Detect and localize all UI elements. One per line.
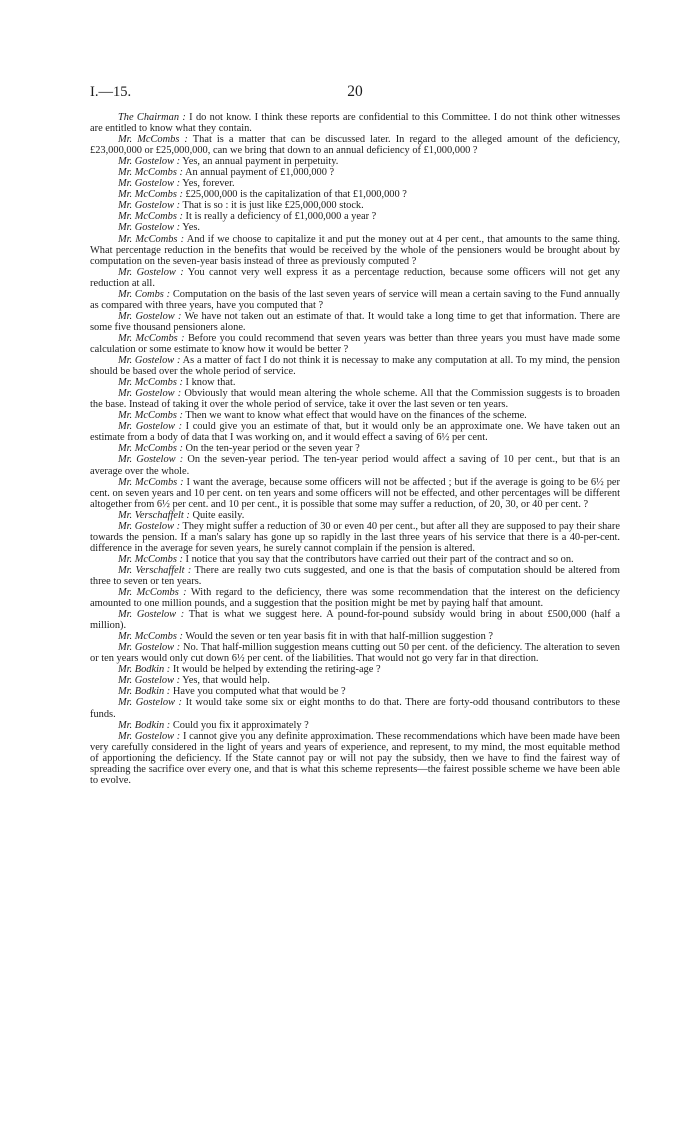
page-number: 20	[347, 83, 363, 100]
speech: As a matter of fact I do not think it is necessay to make any computation at all. To my mind, the pension should be based over the whole period of service.	[90, 355, 621, 378]
speaker: Mr. Gostelow :	[118, 730, 181, 742]
speaker: Mr. McCombs :	[118, 167, 183, 179]
paragraph	[90, 289, 620, 311]
speech: £25,000,000 is the capitalization of that £1,000,000 ?	[182, 189, 407, 201]
speaker: Mr. McCombs :	[118, 410, 183, 422]
paragraph	[90, 510, 620, 521]
speech: Yes, an annual payment in perpetuity.	[180, 156, 339, 168]
speech: You cannot very well express it as a percentage reduction, because some officers will not get any reduction at all.	[90, 266, 620, 289]
speech: Obviously that would mean altering the whole scheme. All that the Commission suggests is to broaden the base. Instead of taking it over the whole period of service, take it over the last seven or ten years.	[90, 388, 620, 411]
paragraph	[90, 686, 620, 697]
speech: On the seven-year period. The ten-year period would affect a saving of 10 per cent., but that is an average over the whole.	[90, 454, 621, 477]
speaker: Mr. Combs :	[118, 288, 171, 300]
speech: Yes.	[180, 222, 200, 234]
speech: With regard to the deficiency, there was some recommendation that the interest on the deficiency amounted to one million pounds, and a suggestion that the position might be met by paying half that amount.	[90, 587, 621, 610]
speaker: Mr. Gostelow :	[118, 222, 181, 234]
speaker: Mr. Gostelow :	[118, 156, 181, 168]
speaker: Mr. Bodkin :	[118, 686, 171, 698]
speech: It would take some six or eight months to do that. There are forty-odd thousand contributors to these funds.	[90, 697, 620, 720]
speaker: Mr. Verschaffelt :	[118, 509, 190, 521]
paragraph	[90, 134, 620, 156]
speech: On the ten-year period or the seven year ?	[182, 443, 360, 455]
speaker: Mr. Gostelow :	[118, 454, 184, 466]
speaker: Mr. McCombs :	[118, 134, 188, 146]
speech: I want the average, because some officers will not be affected ; but if the average is going to be 6½ per cent. on seven years and 10 per cent. on ten years and some officers will not be effected, and other percentages will be different altogether from 6½ per cent. and 10 per cent., it is possible that some may suffer a reduction, of 20, 30, or 40 per cent. ?	[90, 476, 621, 510]
speaker: Mr. Gostelow :	[118, 421, 183, 433]
speaker: Mr. Gostelow :	[118, 609, 185, 621]
paragraph	[90, 565, 620, 587]
paragraph	[90, 664, 620, 675]
document-reference: I.—15.	[90, 84, 132, 100]
speaker: Mr. Bodkin :	[118, 719, 171, 731]
speech: I could give you an estimate of that, but it would only be an approximate one. We have taken out an estimate from a body of data that I was working on, and it would effect a saving of 6½ per cent.	[90, 421, 620, 444]
speech: I notice that you say that the contributors have carried out their part of the contract and so on.	[182, 553, 574, 565]
speech: I do not know. I think these reports are confidential to this Committee. I do not think other witnesses are entitled to know what they contain.	[90, 112, 620, 135]
speaker: Mr. Verschaffelt :	[118, 564, 192, 576]
paragraph	[90, 200, 620, 211]
speech: It would be helped by extending the retiring-age ?	[170, 664, 381, 676]
speaker: Mr. McCombs :	[118, 476, 184, 488]
speaker: Mr. Gostelow :	[118, 388, 182, 400]
speaker: Mr. Gostelow :	[118, 178, 181, 190]
speech: I know that.	[182, 377, 236, 389]
paragraph	[90, 521, 620, 554]
paragraph	[90, 167, 620, 178]
paragraph	[90, 454, 620, 476]
speaker: Mr. McCombs :	[118, 377, 183, 389]
speech: That is a matter that can be discussed later. In regard to the alleged amount of the deficiency, £23,000,000 or £25,000,000, can we bring that down to an annual deficiency of £1,000,000 ?	[90, 134, 621, 157]
paragraph	[90, 178, 620, 189]
speech: Could you fix it approximately ?	[170, 719, 309, 731]
speech: No. That half-million suggestion means cutting out 50 per cent. of the deficiency. The alteration to seven or ten years would only cut down 6½ per cent. of the liabilities. That would not go very far in that direction.	[90, 642, 620, 665]
speech: Yes, forever.	[180, 178, 235, 190]
paragraph	[90, 609, 620, 631]
paragraph	[90, 333, 620, 355]
paragraph	[90, 156, 620, 167]
speaker: Mr. McCombs :	[118, 587, 187, 599]
transcript-body	[90, 112, 620, 786]
paragraph	[90, 554, 620, 565]
speaker: Mr. McCombs :	[118, 631, 183, 643]
paragraph	[90, 311, 620, 333]
speaker: Mr. Gostelow :	[118, 200, 181, 212]
speaker: Mr. Gostelow :	[118, 520, 181, 532]
speaker: Mr. Gostelow :	[118, 697, 183, 709]
speaker: Mr. Gostelow :	[118, 266, 184, 278]
speaker: Mr. Gostelow :	[118, 675, 181, 687]
speaker: Mr. McCombs :	[118, 553, 183, 565]
speech: Yes, that would help.	[180, 675, 270, 687]
paragraph	[90, 421, 620, 443]
speech: There are really two cuts suggested, and one is that the basis of computation should be altered from three to seven or ten years.	[90, 564, 620, 587]
speech: Quite easily.	[189, 509, 245, 521]
speaker: Mr. McCombs :	[118, 332, 185, 344]
speaker: Mr. Bodkin :	[118, 664, 171, 676]
paragraph	[90, 587, 620, 609]
speaker: Mr. Gostelow :	[118, 355, 181, 367]
paragraph	[90, 720, 620, 731]
paragraph	[90, 234, 620, 267]
speech: Have you computed what that would be ?	[170, 686, 346, 698]
speech: Then we want to know what effect that would have on the finances of the scheme.	[182, 410, 527, 422]
paragraph	[90, 211, 620, 222]
speaker: Mr. McCombs :	[118, 211, 183, 223]
speech: Before you could recommend that seven years was better than three years you must have made some calculation or some estimate to know how it would be better ?	[90, 332, 621, 355]
speech: Would the seven or ten year basis fit in with that half-million suggestion ?	[182, 631, 493, 643]
paragraph	[90, 477, 620, 510]
speech: Computation on the basis of the last seven years of service will mean a certain saving to the Fund annually as compared with three years, have you computed that ?	[90, 288, 621, 311]
paragraph	[90, 388, 620, 410]
speech: That is so : it is just like £25,000,000 stock.	[180, 200, 364, 212]
speech: An annual payment of £1,000,000 ?	[182, 167, 335, 179]
paragraph	[90, 410, 620, 421]
speaker: Mr. McCombs :	[118, 233, 185, 245]
speaker: Mr. Gostelow :	[118, 310, 182, 322]
page-header	[90, 84, 620, 104]
speech: They might suffer a reduction of 30 or even 40 per cent., but after all they are supposed to pay their share towards the pension. If a man's salary has gone up so rapidly in the last three years of his service that there is a 40-per-cent. difference in the average for seven years, he surely cannot complain if the pension is altered.	[90, 520, 620, 554]
paragraph	[90, 112, 620, 134]
speech: That is what we suggest here. A pound-for-pound subsidy would bring in about £500,000 (half a million).	[90, 609, 620, 632]
speaker: Mr. McCombs :	[118, 443, 183, 455]
paragraph	[90, 443, 620, 454]
speech: We have not taken out an estimate of that. It would take a long time to get that information. There are some five thousand pensioners alone.	[90, 310, 620, 333]
paragraph	[90, 731, 620, 786]
speaker: Mr. McCombs :	[118, 189, 183, 201]
paragraph	[90, 222, 620, 233]
paragraph	[90, 697, 620, 719]
speaker: The Chairman :	[118, 112, 186, 123]
speech: It is really a deficiency of £1,000,000 a year ?	[182, 211, 377, 223]
speech: And if we choose to capitalize it and put the money out at 4 per cent., that amounts to the same thing. What percentage reduction in the benefits that would be received by the whole of the pensioners would be brought about by computation on the seven-year basis instead of three as previously computed ?	[90, 233, 621, 267]
speech: I cannot give you any definite approximation. These recommendations which have been made have been very carefully considered in the light of years and years of experience, and represent, to my mind, the most equitable method of apportioning the deficiency. If the State cannot pay or will not pay the subsidy, then we have to find the fairest way of spreading the sacrifice over every one, and that is what this scheme represents—the fairest possible scheme we have been able to evolve.	[90, 730, 620, 786]
paragraph	[90, 642, 620, 664]
paragraph	[90, 267, 620, 289]
paragraph	[90, 675, 620, 686]
paragraph	[90, 631, 620, 642]
speaker: Mr. Gostelow :	[118, 642, 181, 654]
paragraph	[90, 377, 620, 388]
paragraph	[90, 189, 620, 200]
paragraph	[90, 355, 620, 377]
